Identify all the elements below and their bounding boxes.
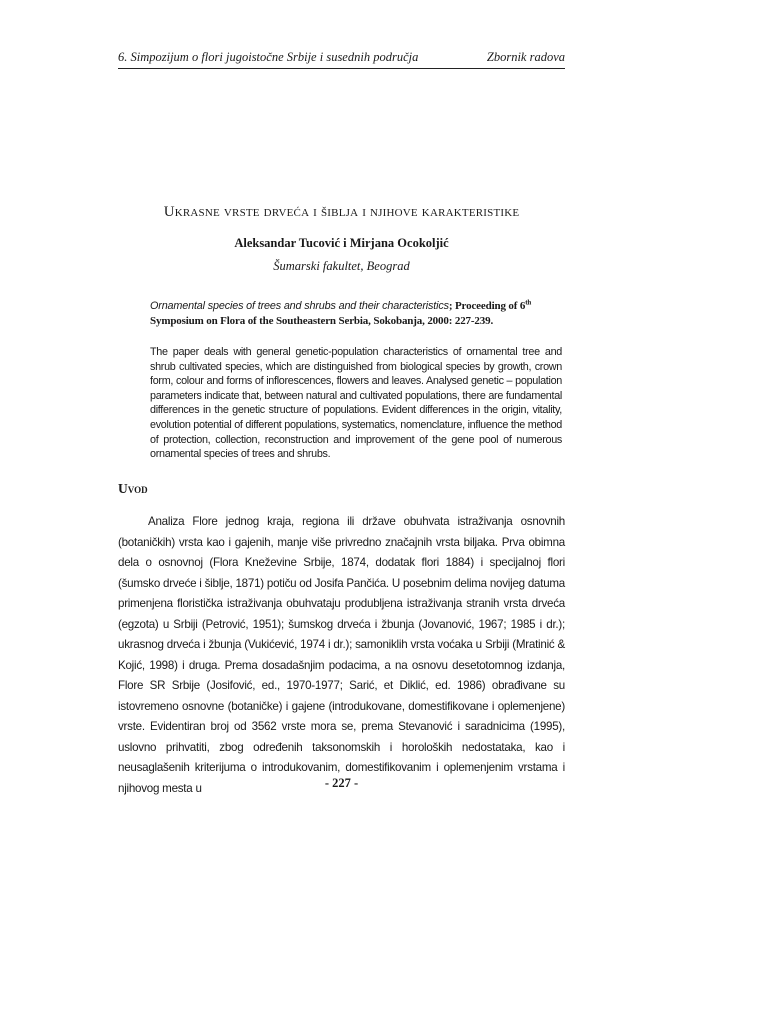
- citation-title: Ornamental species of trees and shrubs and their characteristics: [150, 300, 449, 312]
- header-conference-title: 6. Simpozijum o flori jugoistočne Srbije i susednih područja: [118, 50, 419, 64]
- body-paragraph: Analiza Flore jednog kraja, regiona ili države obuhvata istraživanja osnovnih (botaničkih) vrsta kao i gajenih, manje više privredno značajnih vrsta biljaka. Prva obimna dela o osnovnoj (Flora Kneževine Srbije, 1874, dodatak flori 1884) i specijalnoj flori (šumsko drveće i šiblje, 1871) potiču od Josifa Pančića. U posebnim delima novijeg datuma primenjena floristička istraživanja obuhvataju produbljena istraživanja stranih vrsta drveća (egzota) u Srbiji (Petrović, 1951); šumskog drveća i žbunja (Jovanović, 1967; 1985 i dr.); ukrasnog drveća i žbunja (Vukićević, 1974 i dr.); samoniklih vrsta voćaka u Srbiji (Mratinić & Kojić, 1998) i druga. Prema dosadašnjim podacima, a na osnovu desetotomnog izdanja, Flore SR Srbije (Josifović, ed., 1970-1977; Sarić, et Diklić, ed. 1986) obrađivane su istovremeno osnovne (botaničke) i gajene (introdukovane, domestifikovane i oplemenjene) vrste. Evidentiran broj od 3562 vrste mora se, prema Stevanović i saradnicima (1995), uslovno prihvatiti, zbog određenih taksonomskih i horoloških nedostataka, kao i neusaglašenih kriterijuma o introdukovanim, domestifikovanim i oplemenjenim vrstama i njihovog mesta u: [118, 515, 565, 795]
- header-proceedings-label: Zbornik radova: [486, 50, 565, 64]
- abstract: The paper deals with general genetic-population characteristics of ornamental tree and shrub cultivated species, which are distinguished from biological species by growth, crown form, colour and forms of inflorescences, flowers and leaves. Analysed genetic – population parameters indicate that, between natural and cultivated populations, there are fundamental differences in the genetic structure of populations. Evident differences in the origin, vitality, evolution potential of different populations, systematics, nomenclature, influence the method of protection, collection, reconstruction and improvement of the gene pool of numerous ornamental species of trees and shrubs.: [150, 346, 562, 461]
- citation-source-part1: ; Proceeding of 6: [448, 300, 526, 312]
- citation-superscript: th: [525, 298, 532, 307]
- article-affiliation: Šumarski fakultet, Beograd: [273, 259, 410, 273]
- page-number: - 227 -: [324, 776, 359, 790]
- citation: [150, 299, 562, 329]
- article-authors: Aleksandar Tucović i Mirjana Ocokoljić: [234, 236, 449, 250]
- section-heading: Uvod: [118, 481, 148, 496]
- citation-source-part2: Symposium on Flora of the Southeastern Serbia, Sokobanja, 2000: 227-239.: [150, 315, 494, 327]
- running-header: [118, 48, 565, 69]
- article-title: Ukrasne vrste drveća i šiblja i njihove karakteristike: [163, 204, 520, 220]
- page: [118, 0, 565, 1024]
